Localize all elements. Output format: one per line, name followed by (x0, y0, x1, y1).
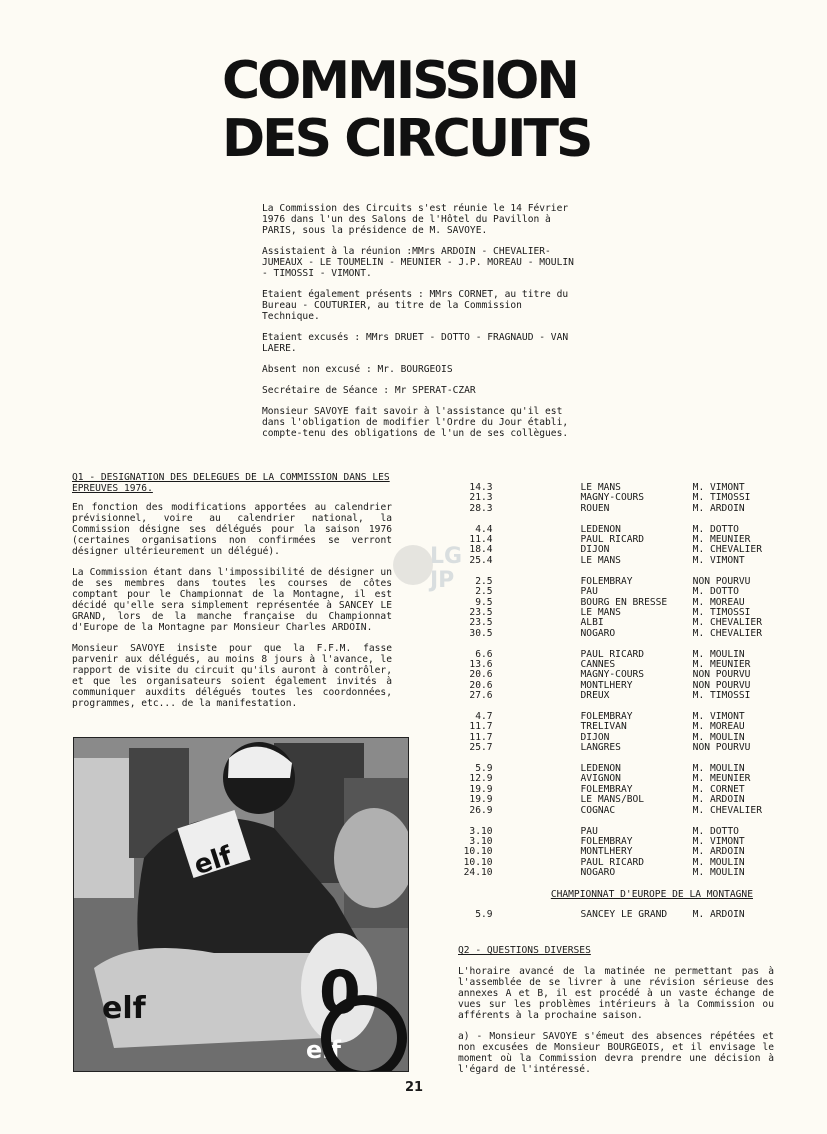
q2-paragraph: L'horaire avancé de la matinée ne permettant pas à l'assemblée de se livrer à une révision sérieuse des annexes A et B, il est procédé à un vaste échange de vues sur les problèmes intérieurs à la Commission ou afférents à la prochaine saison. (458, 966, 774, 1021)
event-delegate: M. TIMOSSI (692, 606, 751, 618)
event-date: 13.6 (469, 658, 493, 670)
event-date: 10.10 (463, 856, 493, 868)
event-date: 5.9 (475, 909, 493, 920)
elf-logo-fairing: elf (102, 991, 146, 1026)
event-date: 26.9 (469, 804, 493, 816)
intro-paragraph: Monsieur SAVOYE fait savoir à l'assistance qu'il est dans l'obligation de modifier l'Ordre du Jour établi, compte-tenu des obligations de l'un de ses collègues. (262, 406, 569, 439)
schedule-row (450, 910, 770, 920)
event-circuit: AVIGNON (580, 773, 621, 785)
q2-paragraph: a) - Monsieur SAVOYE s'émeut des absences répétées et non excusées de Monsieur BOURGEOIS, et il envisage le moment où la Commission devra prendre une décision à l'égard de l'intéressé. (458, 1031, 774, 1075)
event-delegate: NON POURVU (692, 679, 751, 691)
event-date: 3.10 (469, 835, 493, 847)
event-date: 25.4 (469, 554, 493, 566)
event-delegate: M. DOTTO (692, 523, 739, 535)
event-circuit: ALBI (580, 617, 604, 629)
event-circuit: LE MANS/BOL (580, 794, 645, 806)
event-date: 28.3 (469, 502, 493, 514)
event-delegate: M. CHEVALIER (692, 617, 762, 629)
event-delegate: M. MEUNIER (692, 534, 751, 546)
event-circuit: NOGARO (580, 627, 616, 639)
event-circuit: FOLEMBRAY (580, 575, 633, 587)
event-delegate: M. CHEVALIER (692, 627, 762, 639)
page-title (222, 52, 622, 168)
event-delegate: M. MOULIN (692, 731, 745, 743)
schedule-row (450, 868, 770, 878)
event-circuit: PAU (580, 825, 598, 837)
championship-heading: CHAMPIONNAT D'EUROPE DE LA MONTAGNE (550, 889, 753, 900)
event-date: 30.5 (469, 627, 493, 639)
event-delegate: M. DOTTO (692, 586, 739, 598)
event-date: 6.6 (475, 648, 493, 660)
event-delegate: M. TIMOSSI (692, 690, 751, 702)
event-date: 27.6 (469, 690, 493, 702)
intro-paragraph: Etaient également présents : MMrs CORNET, au titre du Bureau - COUTURIER, au titre de la Commission Technique. (262, 289, 569, 322)
event-delegate: M. MEUNIER (692, 658, 751, 670)
event-date: 3.10 (469, 825, 493, 837)
delegates-schedule (450, 483, 770, 920)
title-line-1: COMMISSION (222, 51, 577, 111)
event-date: 11.7 (469, 731, 493, 743)
event-date: 9.5 (475, 596, 493, 608)
rider-photo-illustration (74, 738, 408, 1071)
event-delegate: M. ARDOIN (692, 846, 745, 858)
event-delegate: M. ARDOIN (692, 794, 745, 806)
event-delegate: M. DOTTO (692, 825, 739, 837)
event-delegate: M. VIMONT (692, 711, 745, 723)
schedule-month-group (450, 525, 770, 567)
event-delegate: M. VIMONT (692, 835, 745, 847)
event-circuit: PAUL RICARD (580, 534, 645, 546)
event-date: 2.5 (475, 575, 493, 587)
event-date: 18.4 (469, 544, 493, 556)
schedule-month-group (450, 712, 770, 754)
event-date: 20.6 (469, 679, 493, 691)
q1-paragraph: Monsieur SAVOYE insiste pour que la F.F.M. fasse parvenir aux délégués, au moins 8 jours à l'avance, le rapport de visite du circuit qu'ils auront à contrôler, et que les organisateurs soient également invités à communiquer auxdits délégués toutes les coordonnées, programmes, etc... de la manifestation. (72, 643, 392, 709)
schedule-row (450, 806, 770, 816)
title-line-2: DES CIRCUITS (222, 109, 591, 169)
event-circuit: MONTLHERY (580, 846, 633, 858)
event-delegate: M. ARDOIN (692, 909, 745, 920)
event-delegate: NON POURVU (692, 575, 751, 587)
event-delegate: M. MOREAU (692, 596, 745, 608)
event-date: 4.7 (475, 711, 493, 723)
q2-heading (458, 945, 768, 956)
q1-paragraph: La Commission étant dans l'impossibilité de désigner un de ses membres dans toutes les courses de côtes comptant pour le Championnat de la Montagne, il est décidé qu'elle sera simplement représentée à SANCEY LE GRAND, lors de la manche française du Championnat d'Europe de la Montagne par Monsieur Charles ARDOIN. (72, 567, 392, 633)
event-circuit: DREUX (580, 690, 610, 702)
event-circuit: ROUEN (580, 502, 610, 514)
event-circuit: TRELIVAN (580, 721, 627, 733)
event-date: 5.9 (475, 763, 493, 775)
event-date: 19.9 (469, 794, 493, 806)
event-circuit: COGNAC (580, 804, 616, 816)
event-delegate: M. MOULIN (692, 763, 745, 775)
event-delegate: M. VIMONT (692, 482, 745, 493)
event-delegate: M. MOULIN (692, 867, 745, 879)
event-circuit: CANNES (580, 658, 616, 670)
event-date: 4.4 (475, 523, 493, 535)
event-circuit: FOLEMBRAY (580, 711, 633, 723)
event-circuit: LEDENON (580, 763, 621, 775)
intro-paragraph: La Commission des Circuits s'est réunie le 14 Février 1976 dans l'un des Salons de l'Hôtel du Pavillon à PARIS, sous la présidence de M. SAVOYE. (262, 203, 569, 236)
event-circuit: BOURG EN BRESSE (580, 596, 668, 608)
event-circuit: PAU (580, 586, 598, 598)
event-date: 2.5 (475, 586, 493, 598)
event-circuit: DIJON (580, 731, 610, 743)
event-date: 21.3 (469, 492, 493, 504)
event-circuit: LE MANS (580, 482, 621, 493)
event-circuit: MONTLHERY (580, 679, 633, 691)
event-delegate: M. MOULIN (692, 648, 745, 660)
q2-body (458, 966, 774, 1085)
event-circuit: DIJON (580, 544, 610, 556)
event-delegate: NON POURVU (692, 742, 751, 754)
schedule-month-group (450, 827, 770, 879)
event-delegate: M. VIMONT (692, 554, 745, 566)
schedule-row (450, 587, 770, 597)
race-photo (73, 737, 409, 1072)
event-date: 11.4 (469, 534, 493, 546)
event-delegate: M. CHEVALIER (692, 804, 762, 816)
schedule-month-group (450, 577, 770, 639)
event-circuit: LANGRES (580, 742, 621, 754)
event-date: 11.7 (469, 721, 493, 733)
page-number: 21 (405, 1080, 424, 1095)
event-circuit: PAUL RICARD (580, 856, 645, 868)
intro-paragraph: Assistaient à la réunion :MMrs ARDOIN - CHEVALIER-JUMEAUX - LE TOUMELIN - MEUNIER - J.P. MOREAU - MOULIN - TIMOSSI - VIMONT. (262, 246, 574, 279)
event-circuit: FOLEMBRAY (580, 783, 633, 795)
event-circuit: PAUL RICARD (580, 648, 645, 660)
intro-paragraph: Absent non excusé : Mr. BOURGEOIS (262, 364, 453, 375)
schedule-row (450, 629, 770, 639)
event-delegate: M. CORNET (692, 783, 745, 795)
event-date: 23.5 (469, 606, 493, 618)
event-circuit: NOGARO (580, 867, 616, 879)
event-delegate: M. ARDOIN (692, 502, 745, 514)
event-date: 14.3 (469, 482, 493, 493)
q1-paragraph: En fonction des modifications apportées au calendrier prévisionnel, voire au calendrier national, la Commission désigne ses délégués pour la saison 1976 (certaines organisations non confirmées se verront désigner ultérieurement un délégué). (72, 502, 392, 557)
event-delegate: M. MOULIN (692, 856, 745, 868)
event-date: 20.6 (469, 669, 493, 681)
event-circuit: FOLEMBRAY (580, 835, 633, 847)
event-delegate: M. MOREAU (692, 721, 745, 733)
elf-logo-front: elf (306, 1036, 341, 1064)
schedule-row (450, 743, 770, 753)
schedule-row (450, 556, 770, 566)
event-date: 12.9 (469, 773, 493, 785)
event-circuit: MAGNY-COURS (580, 492, 645, 504)
schedule-month-group (450, 650, 770, 702)
event-delegate: NON POURVU (692, 669, 751, 681)
event-date: 25.7 (469, 742, 493, 754)
event-circuit: LE MANS (580, 606, 621, 618)
event-date: 24.10 (463, 867, 493, 879)
schedule-month-group (450, 483, 770, 514)
q1-body (72, 502, 392, 719)
elf-logo-back: elf (190, 840, 236, 882)
svg-text:LG: LG (430, 544, 463, 569)
event-circuit: MAGNY-COURS (580, 669, 645, 681)
intro-section (262, 203, 582, 449)
q1-heading: Q1 - DESIGNATION DES DELEGUES DE LA COMMISSION DANS LES EPREUVES 1976. (72, 472, 390, 494)
event-delegate: M. TIMOSSI (692, 492, 751, 504)
event-delegate: M. MEUNIER (692, 773, 751, 785)
event-date: 19.9 (469, 783, 493, 795)
event-date: 23.5 (469, 617, 493, 629)
schedule-row (450, 504, 770, 514)
event-circuit: SANCEY LE GRAND (580, 909, 668, 920)
event-circuit: LEDENON (580, 523, 621, 535)
race-number: 0 (319, 958, 361, 1028)
intro-paragraph: Secrétaire de Séance : Mr SPERAT-CZAR (262, 385, 476, 396)
event-date: 10.10 (463, 846, 493, 858)
event-delegate: M. CHEVALIER (692, 544, 762, 556)
svg-text:JP: JP (430, 568, 455, 593)
q2-heading-text: Q2 - QUESTIONS DIVERSES (458, 945, 591, 956)
intro-paragraph: Etaient excusés : MMrs DRUET - DOTTO - FRAGNAUD - VAN LAERE. (262, 332, 569, 354)
schedule-month-group (450, 764, 770, 816)
event-circuit: LE MANS (580, 554, 621, 566)
schedule-row (450, 691, 770, 701)
